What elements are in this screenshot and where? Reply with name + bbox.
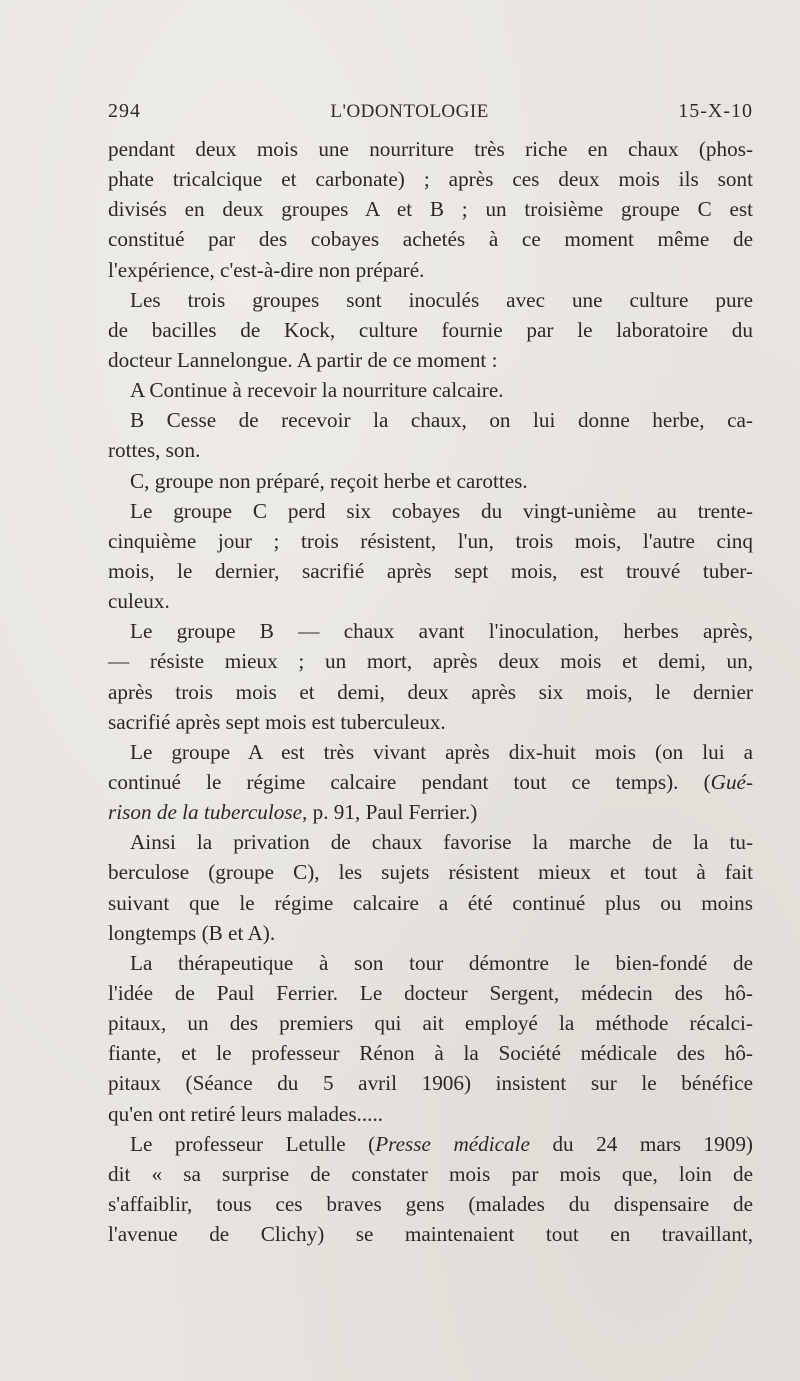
text-segment: Le professeur Letulle ( [130, 1131, 376, 1156]
text-line: longtemps (B et A). [108, 920, 276, 945]
text-line: Le groupe C perd six cobayes du vingt-unième au trente- [130, 498, 753, 523]
text-line: s'affaiblir, tous ces braves gens (malades du dispensaire de [108, 1191, 753, 1216]
text-line: mois, le dernier, sacrifié après sept mois, est trouvé tuber- [108, 558, 753, 583]
text-line: divisés en deux groupes A et B ; un troisième groupe C est [108, 197, 753, 222]
italic-title-segment: Presse médicale [375, 1131, 530, 1156]
text-segment: du 24 mars 1909) [529, 1131, 753, 1156]
text-line: berculose (groupe C), les sujets résistent mieux et tout à fait [108, 860, 753, 885]
text-line: après trois mois et demi, deux après six mois, le dernier [108, 679, 753, 704]
text-line: pitaux, un des premiers qui ait employé la méthode récalci- [108, 1011, 753, 1036]
text-line: culeux. [108, 589, 170, 614]
issue-date: 15-X-10 [678, 100, 753, 122]
text-line: qu'en ont retiré leurs malades..... [108, 1101, 384, 1126]
italic-title-segment: rison de la tuberculose, [108, 800, 308, 825]
text-line: suivant que le régime calcaire a été continué plus ou moins [108, 890, 753, 915]
text-line: B Cesse de recevoir la chaux, on lui donne herbe, ca- [130, 408, 753, 433]
running-header [108, 100, 753, 130]
text-line: de bacilles de Kock, culture fournie par le laboratoire du [108, 317, 753, 342]
text-line: Le groupe A est très vivant après dix-huit mois (on lui a [130, 739, 753, 764]
text-line: sacrifié après sept mois est tuberculeux. [108, 709, 446, 734]
text-line: A Continue à recevoir la nourriture calcaire. [130, 378, 504, 403]
text-line: cinquième jour ; trois résistent, l'un, trois mois, l'autre cinq [108, 528, 753, 553]
text-line: fiante, et le professeur Rénon à la Société médicale des hô- [108, 1041, 753, 1066]
text-line: pendant deux mois une nourriture très riche en chaux (phos- [108, 137, 753, 161]
text-line: l'idée de Paul Ferrier. Le docteur Sergent, médecin des hô- [108, 980, 753, 1005]
text-line: constitué par des cobayes achetés à ce moment même de [108, 227, 753, 252]
text-line [108, 767, 753, 797]
text-line [108, 797, 753, 827]
text-line: docteur Lannelongue. A partir de ce moment : [108, 347, 498, 372]
book-page [108, 100, 753, 1249]
text-line: — résiste mieux ; un mort, après deux mois et demi, un, [108, 649, 753, 674]
text-line: Les trois groupes sont inoculés avec une culture pure [130, 287, 753, 312]
text-line: pitaux (Séance du 5 avril 1906) insistent sur le bénéfice [108, 1071, 753, 1096]
page-body-text [108, 134, 753, 1249]
text-line [108, 1129, 753, 1159]
text-segment: continué le régime calcaire pendant tout ce temps). ( [108, 769, 711, 794]
italic-title-segment: Gué- [710, 769, 753, 794]
text-line: Le groupe B — chaux avant l'inoculation, herbes après, [130, 619, 753, 644]
text-line: C, groupe non préparé, reçoit herbe et carottes. [130, 468, 528, 493]
running-title: L'ODONTOLOGIE [330, 101, 489, 122]
text-line: l'avenue de Clichy) se maintenaient tout en travaillant, [108, 1222, 753, 1247]
text-segment: p. 91, Paul Ferrier.) [307, 800, 478, 825]
text-line: dit « sa surprise de constater mois par mois que, loin de [108, 1161, 753, 1186]
text-line: rottes, son. [108, 438, 201, 463]
text-line: l'expérience, c'est-à-dire non préparé. [108, 257, 425, 282]
page-number: 294 [108, 100, 141, 122]
text-line: Ainsi la privation de chaux favorise la marche de la tu- [130, 830, 753, 855]
text-line: phate tricalcique et carbonate) ; après ces deux mois ils sont [108, 167, 753, 192]
text-line: La thérapeutique à son tour démontre le bien-fondé de [130, 950, 753, 975]
